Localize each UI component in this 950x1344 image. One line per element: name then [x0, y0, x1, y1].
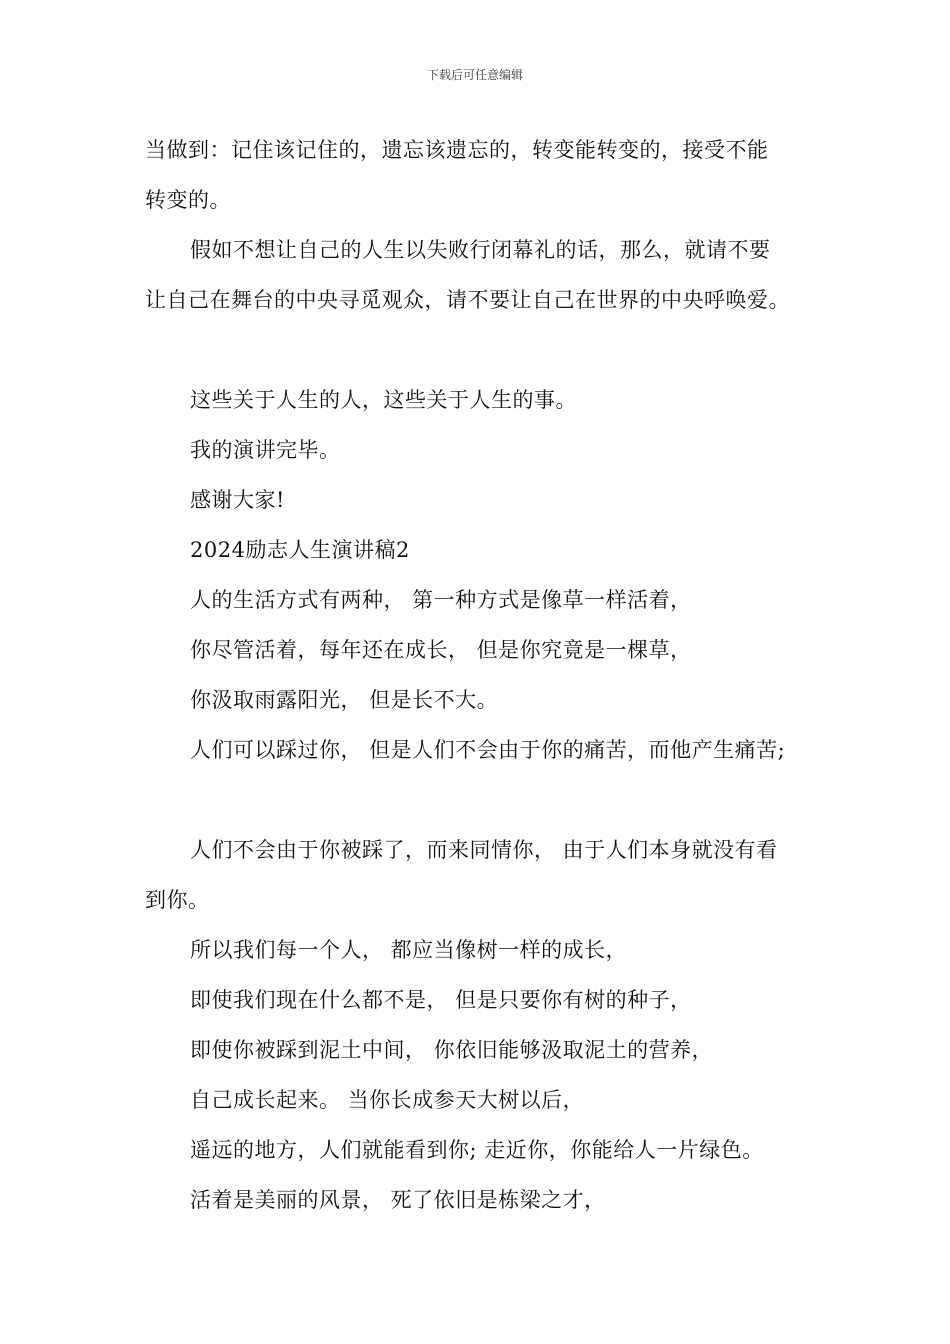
paragraph-line: 让自己在舞台的中央寻觅观众，请不要让自己在世界的中央呼唤爱。: [145, 288, 790, 312]
paragraph-line: 感谢大家!: [190, 488, 285, 512]
paragraph-line: 活着是美丽的风景， 死了依旧是栋梁之才，: [190, 1188, 606, 1212]
page-header: 下载后可任意编辑: [426, 68, 523, 82]
paragraph-line: 转变的。: [145, 188, 231, 212]
paragraph-line: 这些关于人生的人，这些关于人生的事。: [190, 388, 577, 412]
paragraph-line: 假如不想让自己的人生以失败行闭幕礼的话，那么，就请不要: [190, 238, 771, 262]
paragraph-line: 当做到：记住该记住的，遗忘该遗忘的，转变能转变的，接受不能: [145, 138, 769, 162]
section-title: 2024励志人生演讲稿2: [190, 538, 410, 562]
paragraph-line: 我的演讲完毕。: [190, 438, 341, 462]
paragraph-line: 人们可以踩过你， 但是人们不会由于你的痛苦，而他产生痛苦;: [190, 738, 786, 762]
paragraph-line: 人的生活方式有两种， 第一种方式是像草一样活着，: [190, 588, 692, 612]
paragraph-line: 自己成长起来。 当你长成参天大树以后，: [190, 1088, 585, 1112]
paragraph-line: 你汲取雨露阳光， 但是长不大。: [190, 688, 499, 712]
paragraph-line: 人们不会由于你被踩了，而来同情你， 由于人们本身就没有看: [190, 838, 778, 862]
paragraph-line: 即使我们现在什么都不是， 但是只要你有树的种子，: [190, 988, 692, 1012]
paragraph-line: 即使你被踩到泥土中间， 你依旧能够汲取泥土的营养，: [190, 1038, 714, 1062]
paragraph-line: 到你。: [145, 888, 210, 912]
paragraph-line: 所以我们每一个人， 都应当像树一样的成长，: [190, 938, 628, 962]
paragraph-line: 你尽管活着，每年还在成长， 但是你究竟是一棵草，: [190, 638, 692, 662]
paragraph-line: 遥远的地方，人们就能看到你; 走近你，你能给人一片绿色。: [190, 1138, 764, 1162]
